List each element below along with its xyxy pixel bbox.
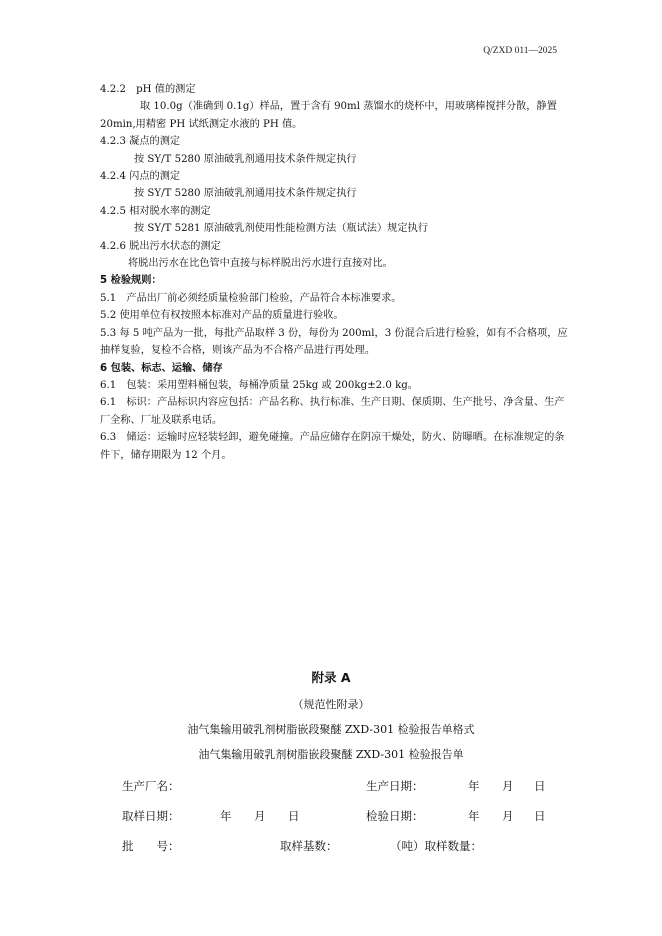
section-text-4-2-6: 将脱出污水在比色管中直接与标样脱出污水进行直接对比。 (128, 258, 393, 270)
manufacturer-label: 生产厂名： (122, 779, 180, 793)
rule-5-1: 5.1 产品出厂前必须经质量检验部门检验，产品符合本标准要求。 (100, 292, 402, 304)
appendix-title: 附录 A (311, 670, 351, 685)
appendix-a (0, 668, 662, 762)
rule-5-2: 5.2 使用单位有权按照本标准对产品的质量进行验收。 (100, 310, 344, 322)
inspection-date-label: 检验日期： (366, 809, 424, 823)
form-row-manufacturer (122, 778, 572, 808)
sample-qty-label: （吨）取样数量： (390, 839, 482, 853)
report-form (122, 778, 572, 868)
inspection-day-label: 日 (534, 809, 546, 823)
inspection-year-label: 年 (468, 809, 480, 823)
production-year-label: 年 (468, 779, 480, 793)
document-body (100, 81, 570, 464)
marking-6-1: 6.1 标识：产品标识内容应包括：产品名称、执行标准、生产日期、保质期、生产批号、净含量、生产厂全称、厂址及联系电话。 (100, 397, 565, 426)
report-form-title: 油气集输用破乳剂树脂嵌段聚醚 ZXD-301 检验报告单 (198, 748, 464, 761)
production-day-label: 日 (534, 779, 546, 793)
form-row-batch (122, 838, 572, 868)
sampling-year-label: 年 (220, 809, 232, 823)
inspection-month-label: 月 (502, 809, 514, 823)
section-text-4-2-4: 按 SY/T 5280 原油破乳剂通用技术条件规定执行 (134, 188, 357, 200)
section-heading-4-2-2: 4.2.2 pH 值的测定 (100, 84, 196, 95)
rules-heading: 5 检验规则： (100, 275, 162, 287)
doc-code: Q/ZXD 011—2025 (483, 46, 557, 56)
section-text-4-2-5: 按 SY/T 5281 原油破乳剂使用性能检测方法（瓶试法）规定执行 (134, 223, 428, 235)
sampling-month-label: 月 (254, 809, 266, 823)
section-text-4-2-2: 取 10.0g（准确到 0.1g）样品，置于含有 90ml 蒸馏水的烧杯中，用玻璃棒搅拌分散，静置 20min,用精密 PH 试纸测定水液的 PH 值。 (100, 101, 557, 130)
packaging-6-1: 6.1 包装：采用塑料桶包装，每桶净质量 25kg 或 200kg±2.0 kg。 (100, 379, 418, 391)
section-heading-4-2-5: 4.2.5 相对脱水率的测定 (100, 205, 211, 217)
appendix-subtitle: （规范性附录） (292, 698, 370, 711)
production-month-label: 月 (502, 779, 514, 793)
sampling-day-label: 日 (288, 809, 300, 823)
sample-base-label: 取样基数： (280, 839, 338, 853)
section-heading-4-2-4: 4.2.4 闪点的测定 (100, 171, 181, 183)
sampling-date-label: 取样日期： (122, 809, 180, 823)
section-heading-4-2-6: 4.2.6 脱出污水状态的测定 (100, 240, 221, 252)
section-text-4-2-3: 按 SY/T 5280 原油破乳剂通用技术条件规定执行 (134, 153, 357, 165)
appendix-caption: 油气集输用破乳剂树脂嵌段聚醚 ZXD-301 检验报告单格式 (187, 723, 475, 736)
rule-5-3: 5.3 每 5 吨产品为一批，每批产品取样 3 份，每份为 200ml，3 份混合后进行检验，如有不合格项，应抽样复验，复检不合格，则该产品为不合格产品进行再处理。 (100, 327, 568, 357)
packaging-heading: 6 包装、标志、运输、储存 (100, 362, 223, 374)
form-row-sampling-date (122, 808, 572, 838)
production-date-label: 生产日期： (366, 779, 424, 793)
section-heading-4-2-3: 4.2.3 凝点的测定 (100, 136, 181, 148)
storage-6-3: 6.3 储运：运输时应轻装轻卸，避免碰撞。产品应储存在阴凉干燥处，防火、防曝晒。在标准规定的条件下，储存期限为 12 个月。 (100, 432, 565, 461)
batch-label: 批 号： (122, 839, 180, 853)
